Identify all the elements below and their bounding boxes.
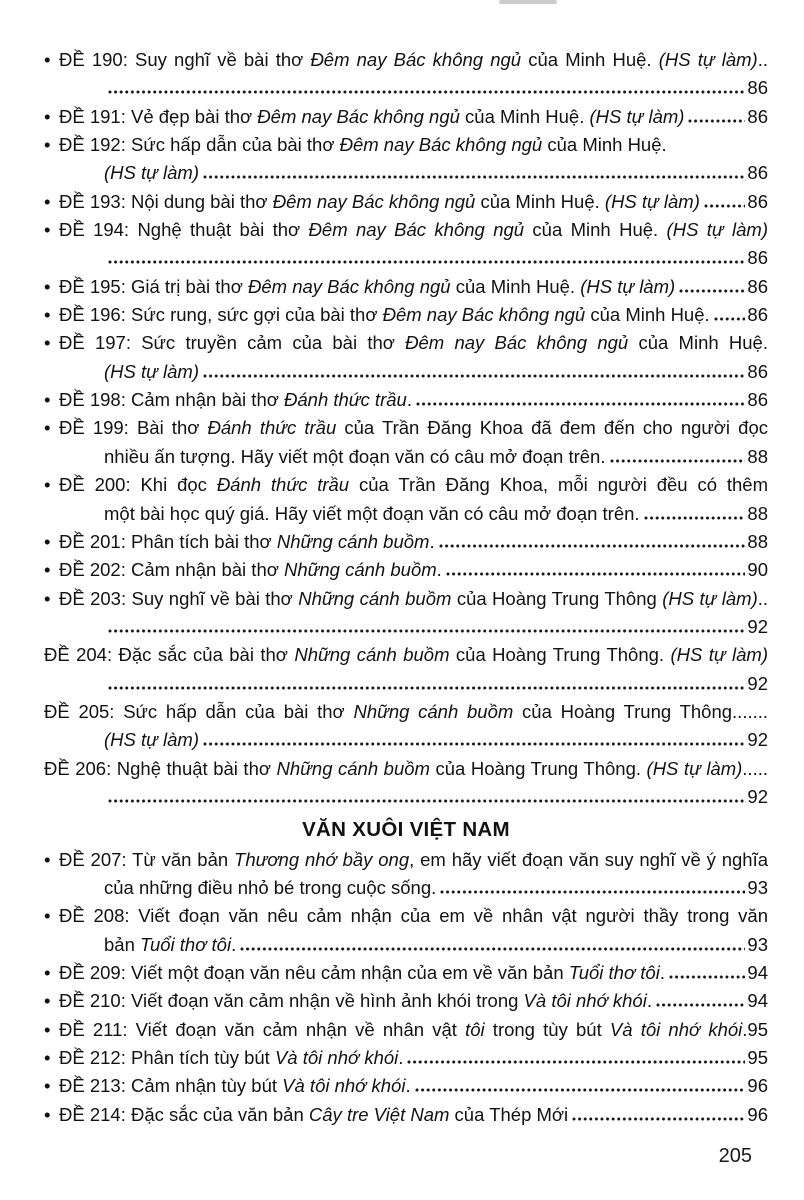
toc-entry-text: ĐỀ 209: Viết một đoạn văn nêu cảm nhận của em về văn bản Tuổi thơ tôi. <box>59 962 665 983</box>
dot-leader <box>108 686 745 690</box>
dot-leader <box>203 742 745 746</box>
toc-entry-text: (HS tự làm) <box>104 162 199 184</box>
toc-entry-text: ĐỀ 213: Cảm nhận tùy bút Và tôi nhớ khói. <box>59 1075 411 1097</box>
toc-line-de-200 <box>44 500 768 528</box>
dot-leader <box>108 90 745 94</box>
bullet-icon: • <box>44 275 51 297</box>
entry-page-number: 86 <box>747 304 768 326</box>
toc-line-de-212 <box>44 1044 768 1072</box>
scan-artifact <box>499 0 557 4</box>
dot-leader <box>688 119 745 123</box>
toc-line-de-208 <box>44 902 768 930</box>
toc-line-de-197 <box>44 329 768 357</box>
toc-line-de-200 <box>44 471 768 499</box>
toc-line-de-205 <box>44 698 768 726</box>
entry-page-number: 96 <box>747 1103 768 1125</box>
toc-entry-text: ĐỀ 194: Nghệ thuật bài thơ Đêm nay Bác không ngủ của Minh Huệ. (HS tự làm) <box>59 219 768 241</box>
entry-page-number: 86 <box>747 162 768 184</box>
dot-leader <box>669 975 745 979</box>
dot-leader <box>415 1088 746 1092</box>
toc-entry-text: ĐỀ 211: Viết đoạn văn cảm nhận về nhân vật tôi trong tùy bút Và tôi nhớ khói. <box>59 1018 748 1040</box>
toc-entry-text: ĐỀ 191: Vẻ đẹp bài thơ Đêm nay Bác không ngủ của Minh Huệ. (HS tự làm) <box>59 105 685 127</box>
bullet-icon: • <box>44 304 51 326</box>
entry-page-number: 86 <box>747 105 768 127</box>
bullet-icon: • <box>44 474 51 496</box>
dot-leader <box>407 1060 745 1064</box>
entry-page-number: 86 <box>747 275 768 297</box>
dot-leader <box>679 289 745 293</box>
bullet-icon: • <box>44 1103 51 1125</box>
toc-line-de-196 <box>44 301 768 329</box>
bullet-icon: • <box>44 587 51 609</box>
bullet-icon: • <box>44 389 51 411</box>
toc-entry-text: ĐỀ 200: Khi đọc Đánh thức trầu của Trần Đăng Khoa, mỗi người đều có thêm <box>59 474 768 496</box>
bullet-icon: • <box>44 1047 51 1069</box>
toc-entry-text: ĐỀ 196: Sức rung, sức gợi của bài thơ Đêm nay Bác không ngủ của Minh Huệ. <box>59 304 710 326</box>
toc-line-de-211 <box>44 1016 768 1044</box>
entry-page-number: 92 <box>747 785 768 807</box>
toc-entry-text: ĐỀ 204: Đặc sắc của bài thơ Những cánh buồm của Hoàng Trung Thông. (HS tự làm) <box>44 644 768 666</box>
toc-line-de-214 <box>44 1101 768 1129</box>
toc-line-de-206 <box>44 755 768 783</box>
dot-leader <box>240 947 745 951</box>
toc-line-de-203 <box>44 585 768 613</box>
toc-entry-text: ĐỀ 193: Nội dung bài thơ Đêm nay Bác không ngủ của Minh Huệ. (HS tự làm) <box>59 190 700 212</box>
toc-line-de-208 <box>44 931 768 959</box>
entry-page-number: 94 <box>747 990 768 1012</box>
toc-entry-text: ĐỀ 206: Nghệ thuật bài thơ Những cánh buồm của Hoàng Trung Thông. (HS tự làm)..... <box>44 757 768 779</box>
entry-page-number: 92 <box>747 729 768 751</box>
toc-entry-text: ĐỀ 203: Suy nghĩ về bài thơ Những cánh buồm của Hoàng Trung Thông (HS tự làm).. <box>59 587 769 609</box>
entry-page-number: 88 <box>747 530 768 552</box>
bullet-icon: • <box>44 134 51 156</box>
entry-page-number: 92 <box>747 615 768 637</box>
toc-line-de-205 <box>44 726 768 754</box>
toc-entry-text: ĐỀ 205: Sức hấp dẫn của bài thơ Những cánh buồm của Hoàng Trung Thông....... <box>44 700 769 722</box>
toc-line-de-213 <box>44 1072 768 1100</box>
toc-line-de-199 <box>44 414 768 442</box>
dot-leader <box>704 204 746 208</box>
section-heading: VĂN XUÔI VIỆT NAM <box>302 818 510 842</box>
bullet-icon: • <box>44 1018 51 1040</box>
entry-page-number: 93 <box>747 933 768 955</box>
dot-leader <box>203 175 745 179</box>
toc-line-de-203 <box>44 613 768 641</box>
bullet-icon: • <box>44 49 51 70</box>
toc-line-de-210 <box>44 987 768 1015</box>
bullet-icon: • <box>44 559 51 581</box>
toc-line-de-192 <box>44 159 768 187</box>
toc-entry-text: ĐỀ 198: Cảm nhận bài thơ Đánh thức trầu. <box>59 389 412 411</box>
dot-leader <box>644 516 746 520</box>
toc-entry-text: nhiều ấn tượng. Hãy viết một đoạn văn có câu mở đoạn trên. <box>104 445 606 467</box>
toc-line-de-207 <box>44 846 768 874</box>
toc-line-de-199 <box>44 443 768 471</box>
entry-page-number: 96 <box>747 1075 768 1097</box>
entry-page-number: 86 <box>747 389 768 411</box>
dot-leader <box>714 317 746 321</box>
bullet-icon: • <box>44 219 51 241</box>
toc-line-de-197 <box>44 358 768 386</box>
toc-line-de-191 <box>44 103 768 131</box>
dot-leader <box>572 1117 745 1121</box>
toc-line-de-195 <box>44 273 768 301</box>
toc-line-de-190 <box>44 74 768 102</box>
page-number: 205 <box>718 1145 752 1168</box>
toc-entry-text: ĐỀ 190: Suy nghĩ về bài thơ Đêm nay Bác không ngủ của Minh Huệ. (HS tự làm).. <box>59 49 768 70</box>
dot-leader <box>446 572 746 576</box>
toc-line-de-190 <box>44 46 768 74</box>
toc-entry-text: ĐỀ 208: Viết đoạn văn nêu cảm nhận của em về nhân vật người thầy trong văn <box>59 905 768 927</box>
toc-entry-text: ĐỀ 197: Sức truyền cảm của bài thơ Đêm nay Bác không ngủ của Minh Huệ. <box>59 332 768 354</box>
dot-leader <box>203 374 745 378</box>
entry-page-number: 94 <box>747 962 768 983</box>
entry-page-number: 86 <box>747 247 768 269</box>
entry-page-number: 93 <box>747 876 768 898</box>
dot-leader <box>656 1003 745 1007</box>
toc-line-de-206 <box>44 783 768 811</box>
toc-line-de-209 <box>44 959 768 987</box>
toc-entry-text: ĐỀ 207: Từ văn bản Thương nhớ bầy ong, em hãy viết đoạn văn suy nghĩ về ý nghĩa <box>59 848 769 870</box>
entry-page-number: 86 <box>747 77 768 99</box>
toc-entry-text: (HS tự làm) <box>104 729 199 751</box>
dot-leader <box>440 890 745 894</box>
dot-leader <box>439 544 746 548</box>
dot-leader <box>416 402 745 406</box>
bullet-icon: • <box>44 105 51 127</box>
toc-entry-text: ĐỀ 195: Giá trị bài thơ Đêm nay Bác không ngủ của Minh Huệ. (HS tự làm) <box>59 275 676 297</box>
bullet-icon: • <box>44 990 51 1012</box>
entry-page-number: 92 <box>747 672 768 694</box>
dot-leader <box>108 629 745 633</box>
toc-entry-text: ĐỀ 199: Bài thơ Đánh thức trầu của Trần Đăng Khoa đã đem đến cho người đọc <box>59 417 768 439</box>
toc-line-de-204 <box>44 641 768 669</box>
dot-leader <box>610 459 746 463</box>
toc-line-de-202 <box>44 556 768 584</box>
toc-entry-text: của những điều nhỏ bé trong cuộc sống. <box>104 876 437 898</box>
toc-line-de-198 <box>44 386 768 414</box>
toc-entry-text: một bài học quý giá. Hãy viết một đoạn văn có câu mở đoạn trên. <box>104 502 640 524</box>
toc-entry-text: ĐỀ 201: Phân tích bài thơ Những cánh buồm. <box>59 530 435 552</box>
dot-leader <box>108 260 745 264</box>
toc-line-de-204 <box>44 670 768 698</box>
entry-page-number: 95 <box>747 1047 768 1069</box>
bullet-icon: • <box>44 417 51 439</box>
dot-leader <box>108 799 745 803</box>
toc-line-de-194 <box>44 216 768 244</box>
bullet-icon: • <box>44 332 51 354</box>
toc-line-de-194 <box>44 244 768 272</box>
toc-entry-text: ĐỀ 202: Cảm nhận bài thơ Những cánh buồm. <box>59 559 442 581</box>
toc-entry-text: ĐỀ 212: Phân tích tùy bút Và tôi nhớ khói. <box>59 1047 404 1069</box>
bullet-icon: • <box>44 905 51 927</box>
toc-entry-text: ĐỀ 210: Viết đoạn văn cảm nhận về hình ảnh khói trong Và tôi nhớ khói. <box>59 990 652 1012</box>
entry-page-number: 90 <box>747 559 768 581</box>
toc-line-de-201 <box>44 528 768 556</box>
bullet-icon: • <box>44 962 51 983</box>
toc-entry-text: ĐỀ 192: Sức hấp dẫn của bài thơ Đêm nay Bác không ngủ của Minh Huệ. <box>59 134 667 156</box>
bullet-icon: • <box>44 530 51 552</box>
toc-line-de-207 <box>44 874 768 902</box>
entry-page-number: 88 <box>747 502 768 524</box>
toc-entry-text: (HS tự làm) <box>104 360 199 382</box>
bullet-icon: • <box>44 848 51 870</box>
toc-entry-text: bản Tuổi thơ tôi. <box>104 933 237 955</box>
toc-line-de-192 <box>44 131 768 159</box>
entry-page-number: 86 <box>747 360 768 382</box>
entry-page-number: 86 <box>747 190 768 212</box>
entry-page-number: 88 <box>747 445 768 467</box>
bullet-icon: • <box>44 1075 51 1097</box>
entry-page-number: 95 <box>747 1018 768 1040</box>
toc-line-de-193 <box>44 188 768 216</box>
bullet-icon: • <box>44 190 51 212</box>
toc-entry-text: ĐỀ 214: Đặc sắc của văn bản Cây tre Việt Nam của Thép Mới <box>59 1103 569 1125</box>
